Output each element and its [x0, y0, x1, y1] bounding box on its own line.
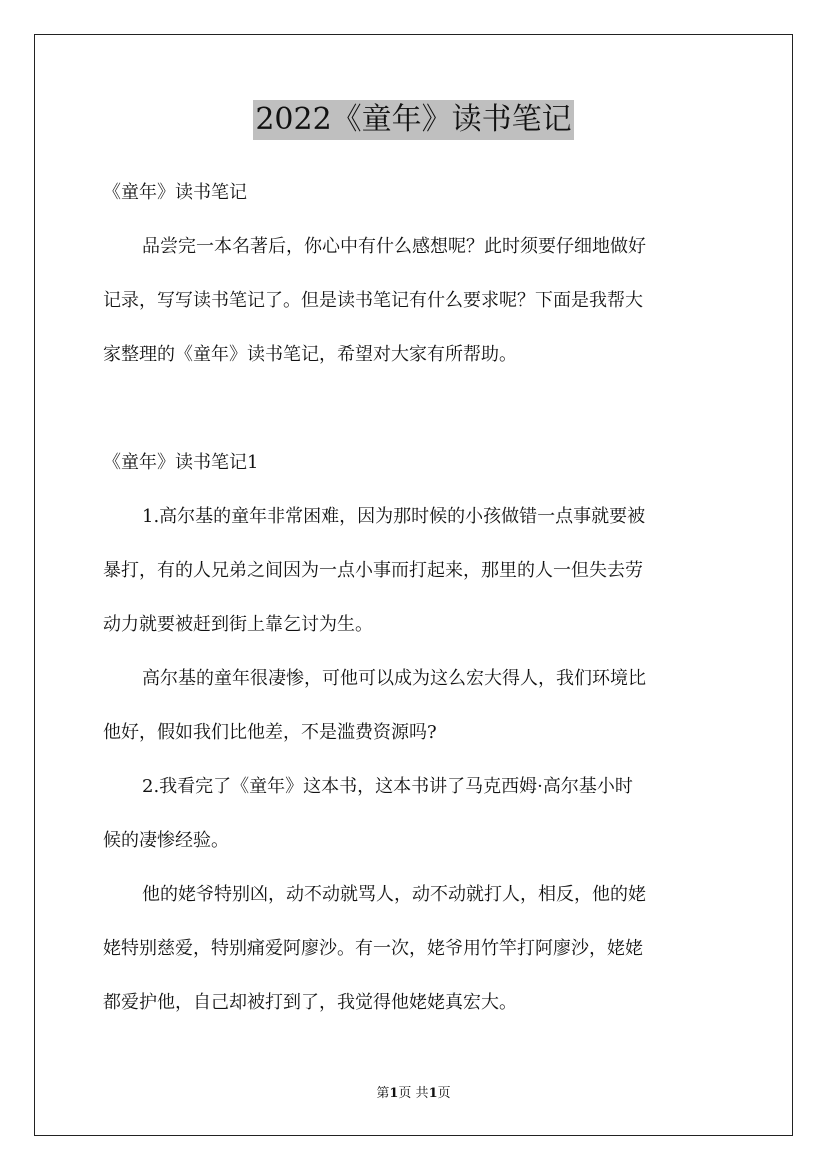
- footer-mid: 页 共: [398, 1086, 429, 1101]
- paragraph-line: 高尔基的童年很凄惨，可他可以成为这么宏大得人，我们环境比: [142, 668, 646, 689]
- document-body: [103, 166, 725, 1030]
- paragraph-line: 暴打，有的人兄弟之间因为一点小事而打起来，那里的人一但失去劳: [103, 560, 643, 581]
- paragraph-line: 他的姥爷特别凶，动不动就骂人，动不动就打人，相反，他的姥: [142, 884, 646, 905]
- paragraph-line: 动力就要被赶到街上靠乞讨为生。: [103, 614, 373, 635]
- paragraph-line: 他好，假如我们比他差，不是滥费资源吗?: [103, 722, 437, 743]
- paragraph-line: 2.我看完了《童年》这本书，这本书讲了马克西姆·高尔基小时: [142, 776, 633, 797]
- footer-prefix: 第: [376, 1086, 390, 1101]
- page-footer: [0, 1082, 827, 1101]
- paragraph-line: 记录，写写读书笔记了。但是读书笔记有什么要求呢？下面是我帮大: [103, 290, 643, 311]
- title-container: [0, 100, 827, 140]
- heading-note-1: 《童年》读书笔记1: [103, 452, 259, 473]
- footer-suffix: 页: [437, 1086, 451, 1101]
- page-number: 1: [389, 1086, 399, 1101]
- paragraph-line: 1.高尔基的童年非常困难，因为那时候的小孩做错一点事就要被: [142, 506, 646, 527]
- paragraph-line: 都爱护他，自己却被打到了，我觉得他姥姥真宏大。: [103, 992, 517, 1013]
- heading-intro: 《童年》读书笔记: [103, 182, 247, 203]
- total-pages: 1: [428, 1086, 438, 1101]
- paragraph-line: 候的凄惨经验。: [103, 830, 229, 851]
- paragraph-line: 家整理的《童年》读书笔记，希望对大家有所帮助。: [103, 344, 517, 365]
- document-title: 2022《童年》读书笔记: [253, 100, 573, 140]
- paragraph-line: 姥特别慈爱，特别痛爱阿廖沙。有一次，姥爷用竹竿打阿廖沙，姥姥: [103, 938, 643, 959]
- paragraph-line: 品尝完一本名著后，你心中有什么感想呢？此时须要仔细地做好: [142, 236, 646, 257]
- blank-line: [103, 382, 725, 436]
